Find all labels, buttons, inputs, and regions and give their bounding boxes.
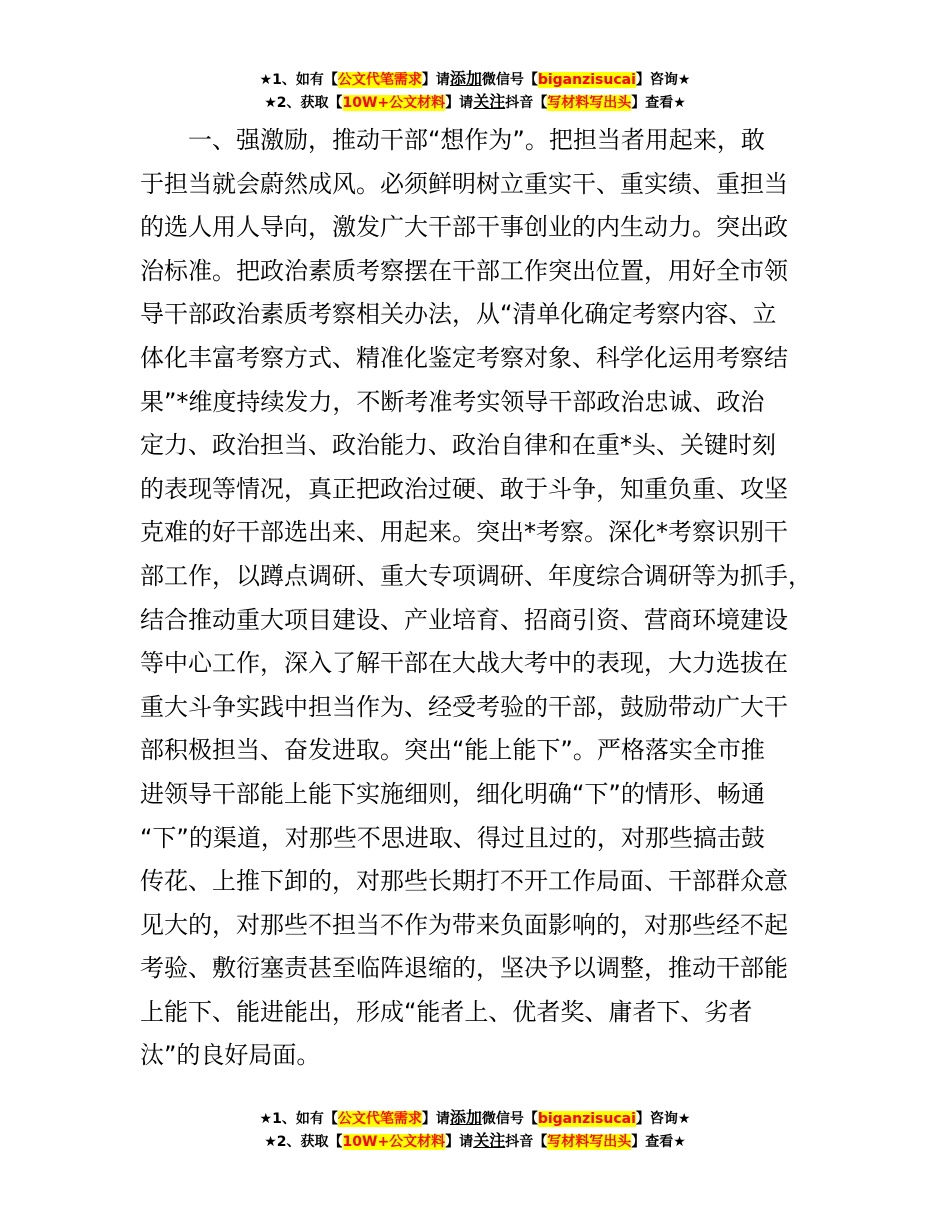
banner-text: ★1、如有【 xyxy=(259,72,338,88)
banner-text: 】查看★ xyxy=(631,95,686,111)
body-line: 部工作，以蹲点调研、重大专项调研、年度综合调研等为抓手， xyxy=(140,561,812,590)
banner-line-1 xyxy=(0,68,950,91)
body-line: 进领导干部能上能下实施细则，细化明确“下”的情形、畅通 xyxy=(140,779,765,808)
body-line: 考验、敷衍塞责甚至临阵退缩的，坚决予以调整，推动干部能 xyxy=(140,954,788,983)
body-line: 汰”的良好局面。 xyxy=(140,1041,321,1070)
body-line: 果”*维度持续发力，不断考准考实领导干部政治忠诚、政治 xyxy=(140,387,765,416)
body-line: 部积极担当、奋发进取。突出“能上能下”。严格落实全市推 xyxy=(140,736,765,765)
banner-underline: 添加 xyxy=(449,69,482,88)
body-line: “下”的渠道，对那些不思进取、得过且过的，对那些搞击鼓 xyxy=(140,823,765,852)
banner-text: ★2、获取【 xyxy=(264,95,343,111)
banner-highlight: biganzisucai xyxy=(537,72,636,88)
banner-line-2 xyxy=(0,1130,950,1153)
banner-highlight: 公文代笔需求 xyxy=(337,72,422,88)
banner-underline: 添加 xyxy=(449,1108,482,1127)
banner-highlight: 10W+公文材料 xyxy=(342,1134,446,1150)
banner-text: 微信号【 xyxy=(481,1111,538,1127)
body-line: 于担当就会蔚然成风。必须鲜明树立重实干、重实绩、重担当 xyxy=(140,169,788,198)
banner-line-1 xyxy=(0,1107,950,1130)
body-line: 的选人用人导向，激发广大干部干事创业的内生动力。突出政 xyxy=(140,213,788,242)
banner-text: ★2、获取【 xyxy=(264,1134,343,1150)
body-line: 的表现等情况，真正把政治过硬、敢于斗争，知重负重、攻坚 xyxy=(140,474,788,503)
banner-text: 】查看★ xyxy=(631,1134,686,1150)
banner-highlight: 写材料写出头 xyxy=(547,95,632,111)
banner-text: 微信号【 xyxy=(481,72,538,88)
document-body xyxy=(140,119,830,1078)
banner-text: 】请 xyxy=(445,1134,474,1150)
body-line: 导干部政治素质考察相关办法，从“清单化确定考察内容、立 xyxy=(140,300,777,329)
banner-text: 抖音【 xyxy=(505,1134,548,1150)
banner-text: 】咨询★ xyxy=(635,72,691,88)
body-line: 一、强激励，推动干部“想作为”。把担当者用起来，敢 xyxy=(140,126,765,154)
body-line: 克难的好干部选出来、用起来。突出*考察。深化*考察识别干 xyxy=(140,518,788,547)
body-line: 结合推动重大项目建设、产业培育、招商引资、营商环境建设 xyxy=(140,605,788,634)
footer-banner xyxy=(0,1107,950,1153)
body-line: 等中心工作，深入了解干部在大战大考中的表现，大力选拔在 xyxy=(140,649,788,678)
banner-text: 抖音【 xyxy=(505,95,548,111)
body-line: 传花、上推下卸的，对那些长期打不开工作局面、干部群众意 xyxy=(140,867,788,896)
banner-line-2 xyxy=(0,91,950,114)
banner-text: ★1、如有【 xyxy=(259,1111,338,1127)
banner-underline: 关注 xyxy=(473,92,506,111)
banner-underline: 关注 xyxy=(473,1131,506,1150)
banner-text: 】请 xyxy=(421,72,450,88)
banner-highlight: 10W+公文材料 xyxy=(342,95,446,111)
banner-text: 】咨询★ xyxy=(635,1111,691,1127)
body-line: 上能下、能进能出，形成“能者上、优者奖、庸者下、劣者 xyxy=(140,997,753,1026)
banner-highlight: 公文代笔需求 xyxy=(337,1111,422,1127)
banner-text: 】请 xyxy=(445,95,474,111)
body-line: 体化丰富考察方式、精准化鉴定考察对象、科学化运用考察结 xyxy=(140,343,788,372)
body-line: 见大的，对那些不担当不作为带来负面影响的，对那些经不起 xyxy=(140,910,788,939)
body-line: 重大斗争实践中担当作为、经受考验的干部，鼓励带动广大干 xyxy=(140,692,788,721)
body-line: 治标准。把政治素质考察摆在干部工作突出位置，用好全市领 xyxy=(140,256,788,285)
body-line: 定力、政治担当、政治能力、政治自律和在重*头、关键时刻 xyxy=(140,431,776,460)
banner-highlight: biganzisucai xyxy=(537,1111,636,1127)
banner-highlight: 写材料写出头 xyxy=(547,1134,632,1150)
banner-text: 】请 xyxy=(421,1111,450,1127)
header-banner xyxy=(0,68,950,114)
